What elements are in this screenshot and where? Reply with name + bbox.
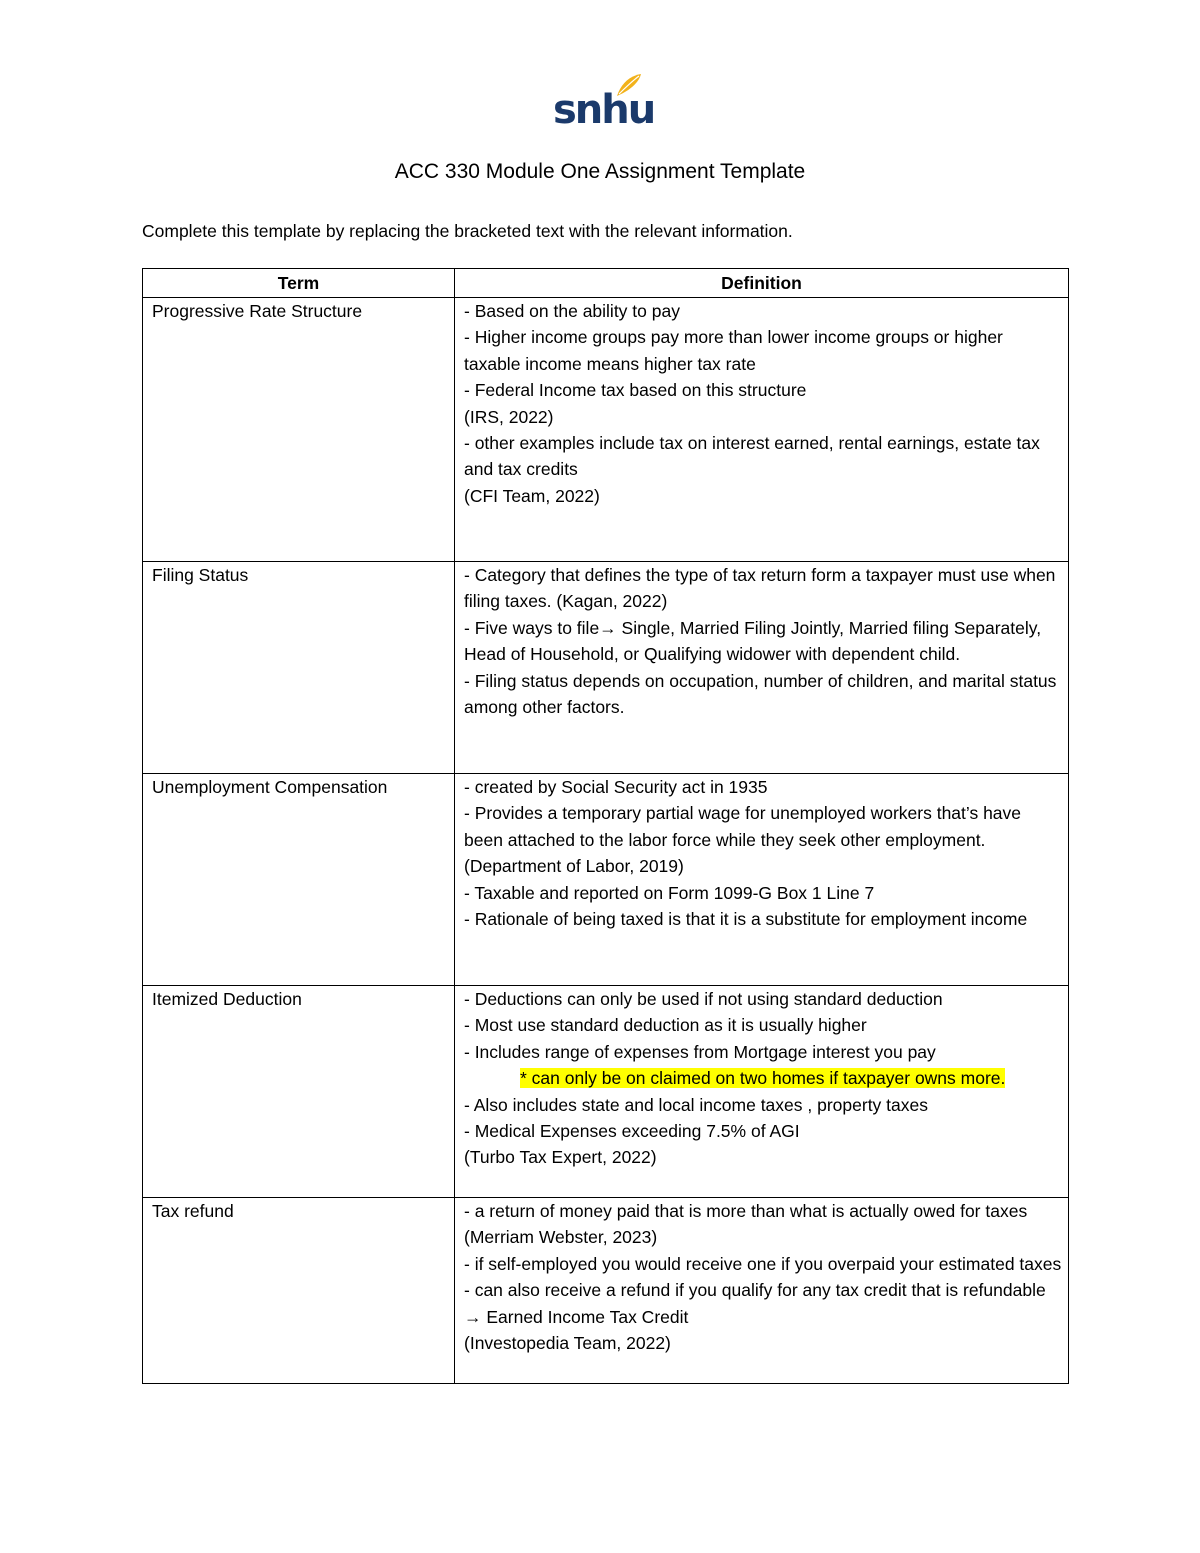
definition-line: - Federal Income tax based on this structure: [464, 380, 807, 401]
definition-cell: [455, 986, 1069, 1198]
definition-line: - if self-employed you would receive one if you overpaid your estimated taxes: [464, 1253, 1062, 1274]
definition-cell: [455, 298, 1069, 562]
definition-cell: [455, 562, 1069, 774]
header-definition: Definition: [455, 269, 1069, 298]
definition-line: (CFI Team, 2022): [464, 485, 600, 506]
definition-cell: [455, 774, 1069, 986]
terms-table: [142, 268, 1069, 1384]
logo-text: snhu: [553, 87, 655, 133]
definition-line: - Rationale of being taxed is that it is a substitute for employment income: [464, 909, 1028, 930]
definition-line: (IRS, 2022): [464, 406, 554, 427]
definition-line: - Filing status depends on occupation, number of children, and marital status among other factors.: [464, 670, 1057, 718]
table-header-row: [143, 269, 1069, 298]
definition-cell: [455, 1198, 1069, 1384]
definition-line: - created by Social Security act in 1935: [464, 777, 768, 797]
definition-line: - can also receive a refund if you qualify for any tax credit that is refundable → Earned Income Tax Credit: [464, 1280, 1046, 1327]
term-cell: Unemployment Compensation: [143, 774, 455, 986]
term-cell: Itemized Deduction: [143, 986, 455, 1198]
instructions-text: Complete this template by replacing the bracketed text with the relevant information.: [142, 221, 793, 241]
leaf-icon: [615, 72, 643, 98]
definition-line: - Based on the ability to pay: [464, 301, 680, 321]
definition-line: (Turbo Tax Expert, 2022): [464, 1147, 657, 1168]
term-cell: Filing Status: [143, 562, 455, 774]
definition-line: - Higher income groups pay more than lower income groups or higher taxable income means higher tax rate: [464, 327, 1003, 374]
highlighted-note: * can only be on claimed on two homes if taxpayer owns more.: [520, 1068, 1006, 1089]
definition-line: - Category that defines the type of tax return form a taxpayer must use when filing taxes. (Kagan, 2022): [464, 565, 1056, 612]
definition-line: - other examples include tax on interest earned, rental earnings, estate tax and tax credits: [464, 433, 1040, 480]
table-row: [143, 562, 1069, 774]
header-term: Term: [143, 269, 455, 298]
term-cell: Tax refund: [143, 1198, 455, 1384]
snhu-logo: [553, 72, 655, 134]
document-title: ACC 330 Module One Assignment Template: [394, 160, 806, 183]
definition-line: - Deductions can only be used if not using standard deduction: [464, 989, 943, 1009]
definition-line: - Also includes state and local income taxes , property taxes: [464, 1094, 928, 1115]
table-row: [143, 1198, 1069, 1384]
definition-line: - Taxable and reported on Form 1099-G Box 1 Line 7: [464, 882, 875, 903]
definition-line: (Investopedia Team, 2022): [464, 1333, 671, 1354]
definition-line: - Provides a temporary partial wage for unemployed workers that’s have been attached to the labor force while they seek other employment. (Department of Labor, 2019): [464, 803, 1022, 877]
definition-line: - Includes range of expenses from Mortgage interest you pay: [464, 1041, 936, 1062]
definition-line: - a return of money paid that is more than what is actually owed for taxes (Merriam Webster, 2023): [464, 1201, 1028, 1248]
table-row: [143, 298, 1069, 562]
term-cell: Progressive Rate Structure: [143, 298, 455, 562]
table-row: [143, 986, 1069, 1198]
highlight-note-line: [464, 1065, 1062, 1091]
definition-line: - Five ways to file→ Single, Married Filing Jointly, Married filing Separately, Head of Household, or Qualifying widower with dependent child.: [464, 617, 1042, 665]
table-row: [143, 774, 1069, 986]
definition-line: - Medical Expenses exceeding 7.5% of AGI: [464, 1121, 800, 1142]
definition-line: - Most use standard deduction as it is usually higher: [464, 1015, 867, 1036]
